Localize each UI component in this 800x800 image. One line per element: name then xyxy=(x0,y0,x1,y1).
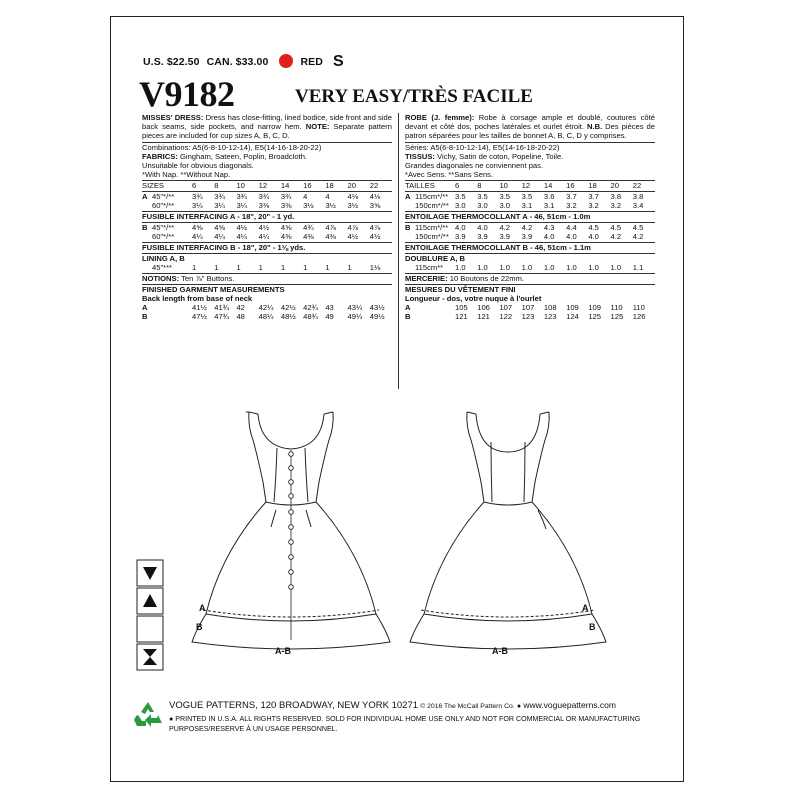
usage-notice: PURPOSES/RESERVE À UN USAGE PERSONNEL. xyxy=(169,725,338,733)
doublure-title: DOUBLURE A, B xyxy=(405,254,466,263)
sizes-header xyxy=(405,181,655,190)
doublure-row xyxy=(405,263,655,272)
dress-description: MISSES' DRESS: Dress has close-fitting, lined bodice, side front and side back seams, side pockets, and narrow hem. NOTE: Separate pattern pieces are included for cup sizes A, B, C, D. xyxy=(142,113,392,140)
table-cell: 1.0 xyxy=(566,263,577,272)
table-cell: 1.0 xyxy=(455,263,466,272)
table-cell: 4.0 xyxy=(543,232,555,241)
tissus-note: Grandes diagonales ne conviennent pas. xyxy=(405,161,544,170)
fabric-width xyxy=(152,312,192,321)
table-cell: 108 xyxy=(543,303,557,312)
table-cell: 4⅝ xyxy=(214,223,225,232)
lining-title: LINING A, B xyxy=(142,254,185,263)
table-cell: 4.2 xyxy=(610,232,622,241)
table-cell: 41¾ xyxy=(214,303,229,312)
size-cell: 14 xyxy=(543,181,553,190)
table-cell: 1.0 xyxy=(499,263,510,272)
price-line xyxy=(143,53,348,71)
table-cell: 49 xyxy=(325,312,334,321)
finished-measurements-rows xyxy=(142,303,392,321)
back-dress-drawing xyxy=(410,412,606,649)
table-cell: 3.9 xyxy=(499,232,510,241)
footer: VOGUE PATTERNS, 120 BROADWAY, NEW YORK 10271 © 2016 The McCall Pattern Co. ● www.voguepatterns.com ● PRINTED IN U.S.A. ALL RIGHTS RESERVED. SOLD FOR INDIVIDUAL HOME USE ONLY AND NOT FOR COMMERCIAL OR MANUFACTURING PURPOSES/RESERVE À UN USAGE PERSONNEL. xyxy=(169,699,679,734)
table-cell: 3¾ xyxy=(192,192,203,201)
table-cell: 42¼ xyxy=(258,303,274,312)
table-cell: 4¼ xyxy=(258,232,270,241)
table-cell: 105 xyxy=(455,303,468,312)
us-price: U.S. $22.50 xyxy=(143,56,200,68)
row-label xyxy=(142,201,152,210)
table-cell: 42 xyxy=(236,303,245,312)
cutting-symbols-icon xyxy=(137,560,163,670)
table-cell: 4½ xyxy=(369,232,381,241)
table-cell: 4.0 xyxy=(477,223,488,232)
row-label: B xyxy=(405,312,411,321)
metrage-a xyxy=(405,192,655,210)
table-cell: 4.3 xyxy=(543,223,555,232)
table-cell: 4¼ xyxy=(214,232,225,241)
table-cell: 4⅞ xyxy=(325,223,336,232)
size-cell: 6 xyxy=(192,181,197,190)
fabric-width xyxy=(415,303,455,312)
table-cell: 42¾ xyxy=(303,303,318,312)
fabric-width: 60"*/** xyxy=(152,232,175,241)
table-cell: 4.2 xyxy=(521,223,533,232)
table-cell: 4⅜ xyxy=(303,232,314,241)
table-cell: 124 xyxy=(566,312,579,321)
difficulty-label: VERY EASY/TRÈS FACILE xyxy=(295,86,533,107)
table-row xyxy=(405,312,655,321)
table-cell: 3⅜ xyxy=(280,201,292,210)
table-cell: 3.5 xyxy=(521,192,533,201)
table-cell: 3.8 xyxy=(632,192,644,201)
robe-description: ROBE (J. femme): Robe à corsage ample et doublé, coutures côté devant et côté dos, poches latérales et ourlet étroit. N.B. Des pièces de patron séparées pour les tailles de bonnet A, B, C, D y comprises. xyxy=(405,113,655,140)
company-address: VOGUE PATTERNS, 120 BROADWAY, NEW YORK 10271 xyxy=(169,700,419,711)
table-cell: 3¾ xyxy=(236,192,247,201)
size-cell: 14 xyxy=(280,181,290,190)
table-cell: 3.8 xyxy=(610,192,622,201)
table-cell: 48¼ xyxy=(258,312,274,321)
table-cell: 4¾ xyxy=(303,223,314,232)
table-cell: 4.2 xyxy=(499,223,510,232)
table-cell: 41½ xyxy=(192,303,207,312)
table-row xyxy=(142,232,392,241)
table-cell: 1.1 xyxy=(632,263,644,272)
yardage-b xyxy=(142,223,392,241)
table-cell: 4⅞ xyxy=(369,223,381,232)
combinations: Combinations: A5(6-8-10-12-14), E5(14-16-18-20-22) xyxy=(142,143,322,152)
table-cell: 3⅝ xyxy=(369,201,381,210)
table-cell: 3¼ xyxy=(214,201,225,210)
row-label: B xyxy=(142,223,148,232)
back-label-b: B xyxy=(589,622,596,632)
table-cell: 1.0 xyxy=(477,263,488,272)
table-row xyxy=(142,201,392,210)
table-cell: 3¾ xyxy=(214,192,225,201)
french-column xyxy=(405,113,655,321)
sizes-label: SIZES xyxy=(142,181,164,190)
back-caption: A-B xyxy=(492,646,508,656)
table-cell: 3½ xyxy=(347,201,359,210)
table-cell: 122 xyxy=(499,312,513,321)
table-cell: 4.2 xyxy=(632,232,644,241)
entoilage-b: ENTOILAGE THERMOCOLLANT B - 46, 51cm - 1.1m xyxy=(405,243,591,252)
size-cell: 18 xyxy=(325,181,334,190)
fabric-width xyxy=(415,312,455,321)
table-cell: 4.5 xyxy=(588,223,599,232)
table-cell: 1.0 xyxy=(610,263,622,272)
fabrics: FABRICS: Gingham, Sateen, Poplin, Broadcloth. xyxy=(142,152,308,161)
table-cell: 4⅝ xyxy=(280,223,292,232)
table-cell: 3.5 xyxy=(455,192,466,201)
table-cell: 1 xyxy=(303,263,308,272)
table-cell: 3⅜ xyxy=(258,201,270,210)
table-cell: 125 xyxy=(588,312,601,321)
table-cell: 4⅛ xyxy=(369,192,381,201)
fabric-width: 60"*/** xyxy=(152,201,175,210)
fabric-width: 45"*** xyxy=(152,263,173,272)
table-cell: 4.5 xyxy=(610,223,622,232)
table-cell: 3.2 xyxy=(566,201,577,210)
fusible-interfacing-b: FUSIBLE INTERFACING B - 18", 20" - 1⅛ yds. xyxy=(142,243,306,252)
table-cell: 3¾ xyxy=(258,192,270,201)
fabric-width: 115cm*/** xyxy=(415,192,449,201)
notions: NOTIONS: Ten ⅞" Buttons. xyxy=(142,274,235,283)
size-letter: S xyxy=(332,53,344,70)
table-cell: 1.0 xyxy=(521,263,533,272)
table-cell: 3.0 xyxy=(455,201,466,210)
table-row xyxy=(142,192,392,201)
table-cell: 109 xyxy=(566,303,579,312)
size-cell: 6 xyxy=(455,181,460,190)
lining-row xyxy=(142,263,392,272)
pattern-number: V9182 xyxy=(139,74,235,114)
column-divider xyxy=(398,113,399,389)
table-cell: 1.0 xyxy=(588,263,599,272)
longueur-label: Longueur - dos, votre nuque à l'ourlet xyxy=(405,294,542,303)
front-label-a: A xyxy=(199,603,206,613)
table-row xyxy=(142,303,392,312)
sens-note: *Avec Sens. **Sans Sens. xyxy=(405,170,494,179)
front-label-b: B xyxy=(196,622,203,632)
table-cell: 47½ xyxy=(192,312,207,321)
table-row xyxy=(405,192,655,201)
table-row xyxy=(405,232,655,241)
table-cell: 3.7 xyxy=(566,192,577,201)
front-dress-drawing xyxy=(192,412,390,649)
table-cell: 48½ xyxy=(280,312,296,321)
table-cell: 4⅜ xyxy=(325,232,336,241)
size-cell: 12 xyxy=(521,181,531,190)
table-cell: 123 xyxy=(521,312,535,321)
table-cell: 3.4 xyxy=(632,201,644,210)
table-cell: 43¼ xyxy=(347,303,363,312)
size-cell: 8 xyxy=(477,181,482,190)
can-price: CAN. $33.00 xyxy=(206,56,269,68)
row-label xyxy=(142,232,152,241)
row-label: A xyxy=(142,192,148,201)
table-cell: 1 xyxy=(280,263,286,272)
rights-notice: PRINTED IN U.S.A. ALL RIGHTS RESERVED. SOLD FOR INDIVIDUAL HOME USE ONLY AND NOT FOR COMMERCIAL OR MANUFACTURING xyxy=(175,715,641,723)
table-cell: 1 xyxy=(236,263,241,272)
table-row xyxy=(405,223,655,232)
size-cell: 18 xyxy=(588,181,597,190)
table-cell: 3¼ xyxy=(236,201,247,210)
table-cell: 4 xyxy=(325,192,330,201)
table-cell: 43 xyxy=(325,303,334,312)
table-cell: 48¾ xyxy=(303,312,318,321)
front-caption: A-B xyxy=(275,646,291,656)
row-label: B xyxy=(142,312,148,321)
table-cell: 126 xyxy=(632,312,646,321)
mesures-rows xyxy=(405,303,655,321)
table-row xyxy=(142,312,392,321)
size-cell: 10 xyxy=(499,181,508,190)
entoilage-a: ENTOILAGE THERMOCOLLANT A - 46, 51cm - 1.0m xyxy=(405,212,591,221)
table-cell: 4.0 xyxy=(455,223,466,232)
table-cell: 3.1 xyxy=(543,201,555,210)
mesures-title: MESURES DU VÊTEMENT FINI xyxy=(405,285,516,294)
back-label-a: A xyxy=(582,603,589,613)
sizes-header xyxy=(142,181,392,190)
color-name: RED xyxy=(300,56,323,68)
table-cell: 49¼ xyxy=(347,312,363,321)
table-row xyxy=(142,263,392,272)
size-cell: 16 xyxy=(303,181,312,190)
size-cell: 20 xyxy=(347,181,356,190)
table-cell: 4¼ xyxy=(192,232,203,241)
table-cell: 3.5 xyxy=(499,192,510,201)
table-cell: 110 xyxy=(632,303,645,312)
fabric-width: 45"*/** xyxy=(152,223,175,232)
table-cell: 3.6 xyxy=(543,192,555,201)
table-cell: 107 xyxy=(499,303,513,312)
tailles-row xyxy=(405,181,655,190)
row-label: B xyxy=(405,223,411,232)
fabric-width xyxy=(152,303,192,312)
table-cell: 4½ xyxy=(258,223,270,232)
row-label xyxy=(405,232,415,241)
fabric-width: 150cm*/** xyxy=(415,201,449,210)
table-cell: 1⅛ xyxy=(369,263,381,272)
row-label xyxy=(142,263,152,272)
table-cell: 1 xyxy=(258,263,263,272)
fusible-interfacing-a: FUSIBLE INTERFACING A - 18", 20" - 1 yd. xyxy=(142,212,295,221)
row-label: A xyxy=(405,192,411,201)
table-cell: 43½ xyxy=(369,303,385,312)
row-label: A xyxy=(405,303,411,312)
size-cell: 12 xyxy=(258,181,268,190)
table-cell: 3.9 xyxy=(521,232,533,241)
table-cell: 4¼ xyxy=(236,232,247,241)
fabric-width: 115cm*/** xyxy=(415,223,449,232)
table-cell: 49½ xyxy=(369,312,385,321)
table-cell: 3¼ xyxy=(192,201,203,210)
table-cell: 106 xyxy=(477,303,490,312)
nap-note: *With Nap. **Without Nap. xyxy=(142,170,231,179)
yardage-a xyxy=(142,192,392,210)
table-cell: 3.2 xyxy=(610,201,622,210)
table-cell: 1 xyxy=(192,263,197,272)
table-cell: 4⅜ xyxy=(280,232,292,241)
metrage-b xyxy=(405,223,655,241)
sizes-row xyxy=(142,181,392,190)
table-cell: 1 xyxy=(347,263,352,272)
table-cell: 4 xyxy=(303,192,308,201)
table-cell: 125 xyxy=(610,312,624,321)
table-cell: 3.1 xyxy=(521,201,533,210)
table-cell: 4½ xyxy=(236,223,247,232)
sizes-label: TAILLES xyxy=(405,181,435,190)
table-cell: 4⅝ xyxy=(192,223,203,232)
table-cell: 3.0 xyxy=(499,201,510,210)
table-cell: 1 xyxy=(325,263,330,272)
table-cell: 3.9 xyxy=(477,232,488,241)
table-cell: 3½ xyxy=(325,201,336,210)
table-cell: 110 xyxy=(610,303,623,312)
table-cell: 123 xyxy=(543,312,557,321)
table-cell: 4.0 xyxy=(566,232,577,241)
table-cell: 4½ xyxy=(347,232,359,241)
size-cell: 8 xyxy=(214,181,219,190)
copyright: © 2016 The McCall Pattern Co. xyxy=(420,703,515,710)
table-cell: 48 xyxy=(236,312,245,321)
back-length-label: Back length from base of neck xyxy=(142,294,253,303)
table-cell: 109 xyxy=(588,303,601,312)
table-cell: 4⅞ xyxy=(347,223,359,232)
table-cell: 3.2 xyxy=(588,201,599,210)
size-cell: 20 xyxy=(610,181,619,190)
table-row xyxy=(405,263,655,272)
table-cell: 4.0 xyxy=(588,232,599,241)
mercerie: MERCERIE: 10 Boutons de 22mm. xyxy=(405,274,525,283)
table-cell: 3.5 xyxy=(477,192,488,201)
fabric-width: 115cm** xyxy=(415,263,444,272)
table-cell: 42½ xyxy=(280,303,296,312)
table-cell: 107 xyxy=(521,303,535,312)
row-label xyxy=(405,263,415,272)
table-cell: 121 xyxy=(455,312,468,321)
table-cell: 3.7 xyxy=(588,192,599,201)
table-cell: 3.9 xyxy=(455,232,466,241)
finished-measurements-title: FINISHED GARMENT MEASUREMENTS xyxy=(142,285,285,294)
row-label: A xyxy=(142,303,148,312)
table-cell: 1.0 xyxy=(543,263,555,272)
table-cell: 4.5 xyxy=(632,223,644,232)
red-color-dot-icon xyxy=(279,54,293,68)
table-cell: 1 xyxy=(214,263,219,272)
table-cell: 47¾ xyxy=(214,312,229,321)
recycle-icon xyxy=(133,701,163,729)
fabrics-note: Unsuitable for obvious diagonals. xyxy=(142,161,254,170)
table-row xyxy=(142,223,392,232)
fabric-width: 150cm*/** xyxy=(415,232,449,241)
table-cell: 3½ xyxy=(303,201,314,210)
table-cell: 3.0 xyxy=(477,201,488,210)
size-cell: 22 xyxy=(369,181,379,190)
row-label xyxy=(405,201,415,210)
series: Séries: A5(6-8-10-12-14), E5(14-16-18-20-22) xyxy=(405,143,560,152)
table-cell: 3¾ xyxy=(280,192,292,201)
table-row xyxy=(405,201,655,210)
tissus: TISSUS: Vichy, Satin de coton, Popeline, Toile. xyxy=(405,152,564,161)
size-cell: 16 xyxy=(566,181,575,190)
table-row xyxy=(405,303,655,312)
english-column xyxy=(142,113,392,321)
size-cell: 22 xyxy=(632,181,642,190)
table-cell: 4⅛ xyxy=(347,192,359,201)
fabric-width: 45"*/** xyxy=(152,192,175,201)
table-cell: 121 xyxy=(477,312,490,321)
size-cell: 10 xyxy=(236,181,245,190)
website-link[interactable]: www.voguepatterns.com xyxy=(523,700,616,710)
pattern-back-sheet xyxy=(110,16,684,782)
table-cell: 4.4 xyxy=(566,223,577,232)
